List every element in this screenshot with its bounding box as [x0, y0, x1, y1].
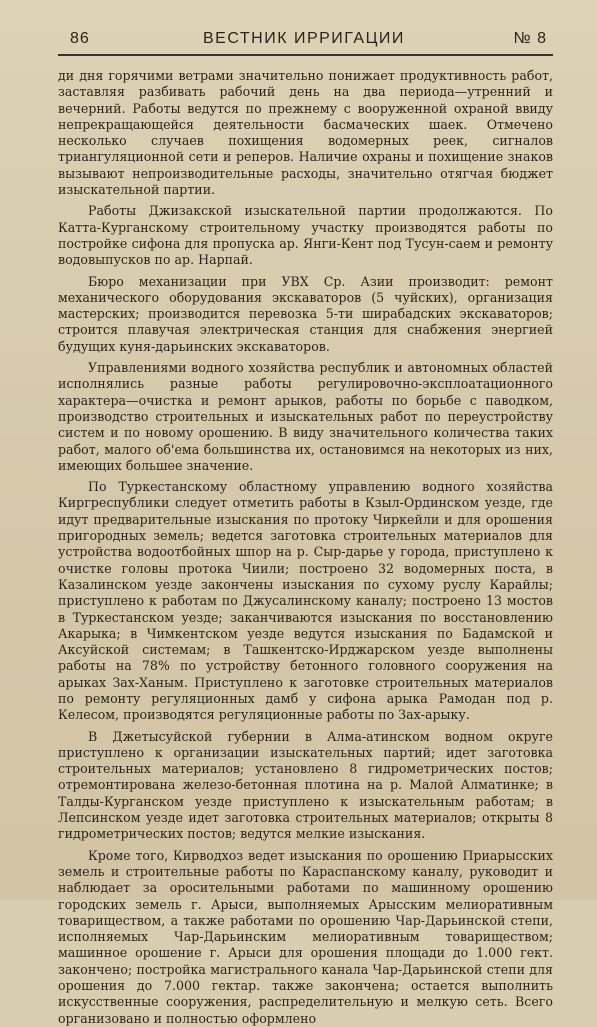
paragraph: В Джетысуйской губернии в Алма-атинском водном округе приступлено к организации изыскательных партий; идет заготовка строительных материалов; установлено 8 гидрометрических постов; отремонтирована железо-бетонная плотина на р. Малой Алматинке; в Талды-Курганском уезде приступлено к изыскательным работам; в Лепсинском уезде идет заготовка строительных материалов; открыты 8 гидрометрических постов; ведутся мелкие изыскания.: [58, 728, 553, 842]
running-header: [58, 30, 553, 50]
page-number: 86: [70, 30, 90, 47]
issue-number: № 8: [513, 30, 547, 47]
body-text: [58, 68, 553, 1027]
journal-title: ВЕСТНИК ИРРИГАЦИИ: [203, 30, 405, 47]
paragraph: Управлениями водного хозяйства республик и автономных областей исполнялись разные работы регулировочно-эксплоатационного характера—очистка и ремонт арыков, работы по борьбе с паводком, производство строительных и изыскательных работ по переустройству систем и по новому орошению. В виду значительного количества таких работ, малого об'ема большинства их, остановимся на некоторых из них, имеющих большее значение.: [58, 360, 553, 473]
paragraph: ди дня горячими ветрами значительно понижает продуктивность работ, заставляя разбивать рабочий день на два периода—утренний и вечерний. Работы ведутся по прежнему с вооруженной охраной ввиду непрекращающейся деятельности басмаческих шаек. Отмечено несколько случаев похищения водомерных реек, сигналов триангуляционной сети и реперов. Наличие охраны и похищение знаков вызывают непроизводительные расходы, значительно отягчая бюджет изыскательной партии.: [58, 68, 553, 198]
header-rule: [58, 54, 553, 56]
paragraph: Бюро механизации при УВХ Ср. Азии производит: ремонт механического оборудования экскаваторов (5 чуйских), организация мастерских; производится перевозка 5-ти ширабадских экскаваторов; строится плавучая электрическая станция для снабжения энергией будущих куня-дарьинских экскаваторов.: [58, 273, 553, 354]
paragraph: По Туркестанскому областному управлению водного хозяйства Киргреспублики следует отметить работы в Кзыл-Ординском уезде, где идут предварительные изыскания по протоку Чиркейли и для орошения пригородных земель; ведется заготовка строительных материалов для устройства водоотбойных шпор на р. Сыр-дарье у города, приступлено к очистке головы протока Чиили; построено 32 водомерных поста, в Казалинском уезде закончены изыскания по сухому руслу Карайлы; приступлено к работам по Джусалинскому каналу; построено 13 мостов в Туркестанском уезде; заканчиваются изыскания по восстановлению Акарыка; в Чимкентском уезде ведутся изыскания по Бадамской и Аксуйской системам; в Ташкентско-Ирджарском уезде выполнены работы на 78% по устройству бетонного головного сооружения на арыках Зах-Ханым. Приступлено к заготовке строительных материалов по ремонту регуляционных дамб у сифона арыка Рамодан под р. Келесом, производятся регуляционные работы по Зах-арыку.: [58, 479, 553, 723]
paragraph: Работы Джизакской изыскательной партии продолжаются. По Катта-Курганскому строительному участку производятся работы по постройке сифона для пропуска ар. Янги-Кент под Тусун-саем и ремонту водовыпусков по ар. Нарпай.: [58, 203, 553, 268]
paragraph: Кроме того, Кирводхоз ведет изыскания по орошению Приарысских земель и строительные работы по Караспанскому каналу, руководит и наблюдает за оросительными работами по машинному орошению городских земель г. Арыси, выполняемых Арысским мелиоративным товариществом, а также работами по орошению Чар-Дарьинской степи, исполняемых Чар-Дарьинским мелиоративным товариществом; машинное орошение г. Арыси для орошения площади до 1.000 гект. закончено; постройка магистрального канала Чар-Дарьинской степи для орошения до 7.000 гектар. также закончена; остается выполнить искусственные сооружения, распределительную и мелкую сеть. Всего организовано и полностью оформлено: [58, 847, 553, 1026]
